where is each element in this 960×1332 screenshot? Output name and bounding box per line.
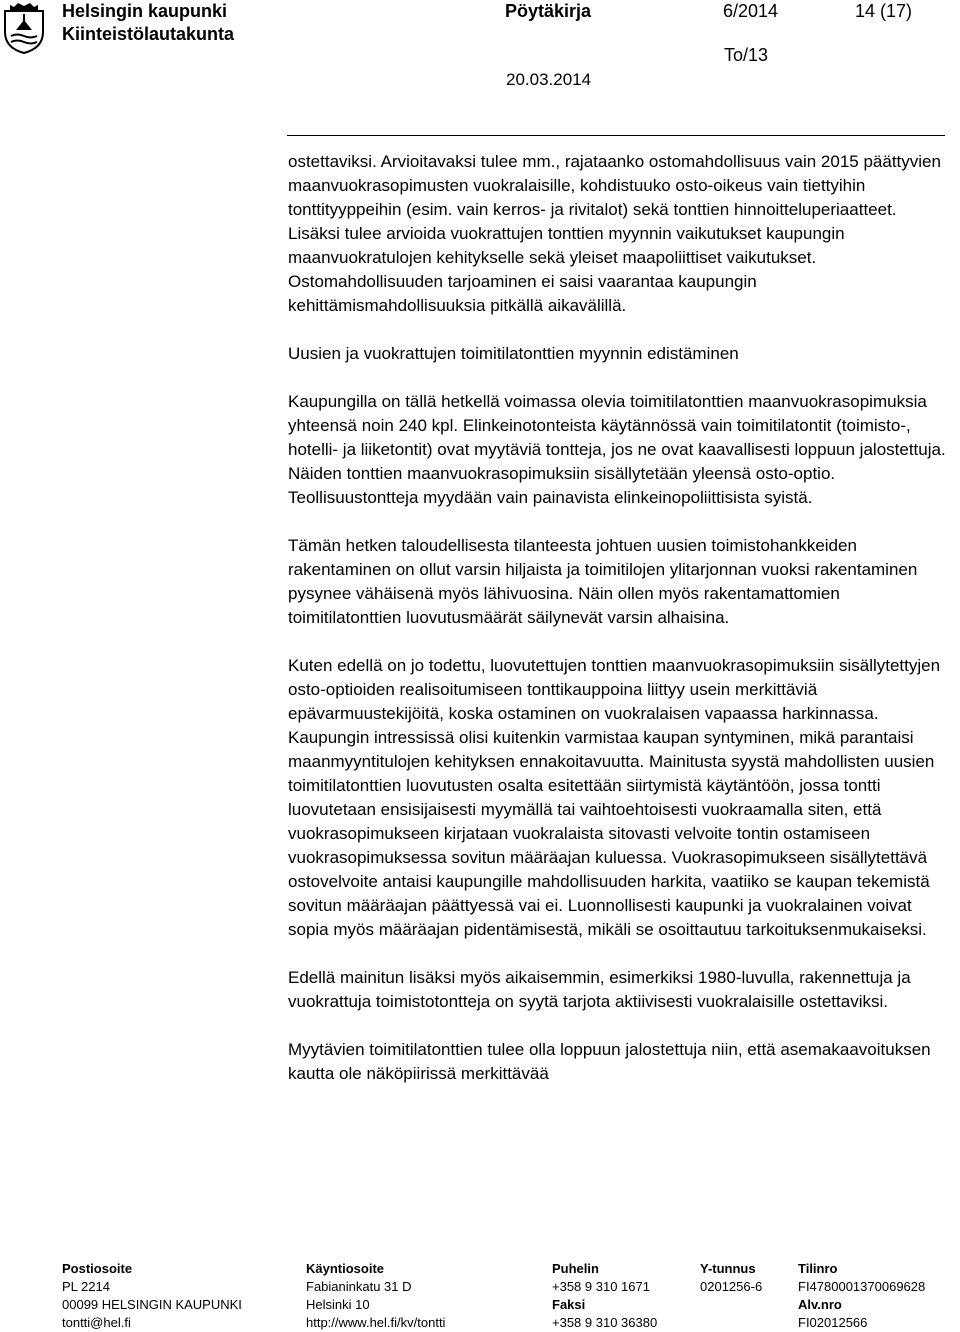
footer-phone <box>552 1260 657 1332</box>
header-divider <box>287 135 945 136</box>
paragraph: Edellä mainitun lisäksi myös aikaisemmin, esimerkiksi 1980-luvulla, rakennettuja ja vuokrattuja toimistotontteja on syytä tarjota aktiivisesti vuokralaisille ostettaviksi. <box>288 968 911 1011</box>
page-number: 14 (17) <box>855 1 913 21</box>
footer-heading: Alv.nro <box>798 1297 842 1312</box>
footer-value: 0201256-6 <box>700 1279 763 1294</box>
paragraph: Myytävien toimitilatonttien tulee olla loppuun jalostettuja niin, että asemakaavoituksen kautta ole näköpiirissä merkittävää <box>288 1040 931 1083</box>
committee-name: Kiinteistölautakunta <box>62 24 235 44</box>
header-organization <box>62 0 234 46</box>
footer-heading: Puhelin <box>552 1261 599 1276</box>
footer-business-id <box>700 1260 762 1296</box>
footer-email: tontti@hel.fi <box>62 1315 131 1330</box>
footer-bank-account <box>798 1260 925 1332</box>
footer-value: +358 9 310 36380 <box>552 1315 658 1330</box>
organization-name: Helsingin kaupunki <box>62 1 228 21</box>
document-number: 6/2014 <box>723 1 779 21</box>
footer-postal-address <box>62 1260 242 1332</box>
footer-value: PL 2214 <box>62 1279 110 1294</box>
footer-heading: Tilinro <box>798 1261 838 1276</box>
footer-value: 00099 HELSINGIN KAUPUNKI <box>62 1297 242 1312</box>
footer-heading: Postiosoite <box>62 1261 133 1276</box>
footer-website: http://www.hel.fi/kv/tontti <box>306 1315 446 1330</box>
paragraph: Kuten edellä on jo todettu, luovutettujen tonttien maanvuokrasopimuksiin sisällytettyjen osto-optioiden realisoitumiseen tonttikauppoina liittyy usein merkittäviä epävarmuustekijöitä, koska ostaminen on vuokralaisen vapaassa harkinnassa. Kaupungin intressissä olisi kuitenkin varmistaa kaupan syntyminen, mikä parantaisi maanmyyntitulojen kehityksen ennakoitavuutta. Mainitusta syystä mahdollisten uusien toimitilatonttien luovutusten osalta esitettään siirtymistä käytäntöön, jossa tontti luovutetaan ensisijaisesti myymällä tai vaihtoehtoisesti vuokraamalla siten, että vuokrasopimukseen kirjataan vuokralaista sitovasti velvoite tontin ostamiseen vuokrasopimuksessa sovitun määräajan kuluessa. Vuokrasopimukseen sisällytettävä ostovelvoite antaisi kaupungille mahdollisuuden harkita, vaatiiko se kaupan tekemistä sovitun määräajan päättyessä vai ei. Luonnollisesti kaupunki ja vuokralainen voivat sopia myös määräajan pidentämisestä, mikäli se osoittautuu tarkoituksenmukaiseksi. <box>288 656 941 939</box>
footer-heading: Faksi <box>552 1297 586 1312</box>
footer-value: FI4780001370069628 <box>798 1279 926 1294</box>
footer-visiting-address <box>306 1260 445 1332</box>
document-type: Pöytäkirja <box>505 1 592 21</box>
footer-heading: Y-tunnus <box>700 1261 756 1276</box>
document-body <box>288 150 948 1086</box>
footer-value: +358 9 310 1671 <box>552 1279 650 1294</box>
paragraph: Tämän hetken taloudellisesta tilanteesta johtuen uusien toimistohankkeiden rakentaminen on ollut varsin hiljaista ja toimitilojen ylitarjonnan vuoksi rakentaminen pysynee vähäisenä myös lähivuosina. Näin ollen myös rakentamattomien toimitilatonttien luovutusmäärät säilynevät varsin alhaisina. <box>288 536 918 627</box>
reference-code: To/13 <box>724 45 769 65</box>
section-heading: Uusien ja vuokrattujen toimitilatonttien myynnin edistäminen <box>288 344 739 363</box>
document-date: 20.03.2014 <box>506 70 592 89</box>
footer-value: Fabianinkatu 31 D <box>306 1279 412 1294</box>
paragraph: ostettaviksi. Arvioitavaksi tulee mm., rajataanko ostomahdollisuus vain 2015 päättyvien maanvuokrasopimusten vuokralaisille, kohdistuuko osto-oikeus vain tiettyihin tonttityyppeihin (esim. vain kerros- ja rivitalot) sekä tonttien hinnoitteluperiaatteet. Lisäksi tulee arvioida vuokrattujen tonttien myynnin vaikutukset kaupungin maanvuokratulojen kehitykselle sekä yleiset maapoliittiset vaikutukset. Ostomahdollisuuden tarjoaminen ei saisi vaarantaa kaupungin kehittämismahdollisuuksia pitkällä aikavälillä. <box>288 152 941 315</box>
footer-value: Helsinki 10 <box>306 1297 370 1312</box>
helsinki-crest-icon <box>2 2 46 54</box>
paragraph: Kaupungilla on tällä hetkellä voimassa olevia toimitilatonttien maanvuokrasopimuksia yhteensä noin 240 kpl. Elinkeinotonteista käytännössä vain toimitilatontit (toimisto-, hotelli- ja liiketontit) ovat myytäviä tontteja, jos ne ovat kaavallisesti loppuun jalostettuja. Näiden tonttien maanvuokrasopimuksiin sisällytetään yleensä osto-optio. Teollisuustontteja myydään vain painavista elinkeinopoliittisista syistä. <box>288 392 946 507</box>
footer-heading: Käyntiosoite <box>306 1261 385 1276</box>
footer-value: FI02012566 <box>798 1315 868 1330</box>
